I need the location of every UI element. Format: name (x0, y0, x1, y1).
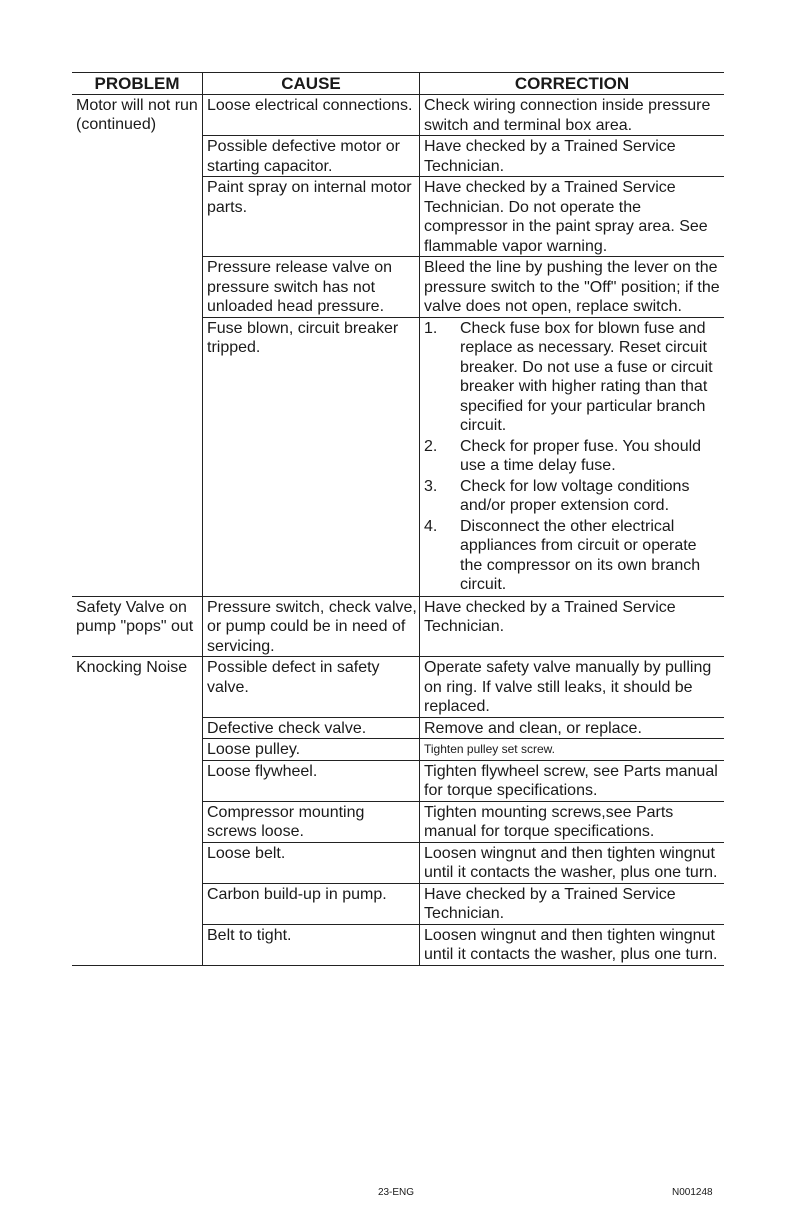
correction-cell: Tighten flywheel screw, see Parts manual for torque specifications. (424, 762, 718, 799)
correction-cell: Tighten pulley set screw. (424, 742, 555, 756)
cause-cell: Belt to tight. (203, 925, 420, 965)
problem-cell: Motor will not run (continued) (72, 95, 203, 596)
correction-cell: Have checked by a Trained Service Technician. (424, 598, 676, 635)
problem-group-motor (72, 95, 724, 597)
table-header (72, 73, 724, 95)
cause-cell: Possible defective motor or starting capacitor. (203, 136, 420, 176)
table-row (203, 761, 724, 802)
cause-cell: Paint spray on internal motor parts. (203, 177, 420, 256)
document-code: N001248 (672, 1187, 713, 1198)
problem-group-knocking-noise (72, 657, 724, 965)
correction-steps-cell (420, 318, 724, 596)
cause-cell: Loose pulley. (203, 739, 420, 760)
correction-cell: Operate safety valve manually by pulling on ring. If valve still leaks, it should be replaced. (424, 659, 712, 715)
table-row (203, 257, 724, 318)
table-row (203, 843, 724, 884)
correction-cell: Have checked by a Trained Service Technician. Do not operate the compressor in the paint spray area. See flammable vapor warning. (424, 179, 708, 255)
step-text: Check fuse box for blown fuse and replace as necessary. Reset circuit breaker. Do not use a fuse or circuit breaker with higher rating than that specified for your particular branch circuit. (460, 319, 713, 434)
correction-cell: Have checked by a Trained Service Technician. (424, 885, 676, 922)
step-number: 4. (424, 517, 438, 535)
table-row (203, 136, 724, 177)
cause-cell: Defective check valve. (203, 718, 420, 739)
correction-cell: Tighten mounting screws,see Parts manual for torque specifications. (424, 803, 674, 840)
table-row (203, 597, 724, 657)
troubleshooting-table (72, 72, 724, 966)
step-number: 3. (424, 477, 438, 495)
header-cause: CAUSE (203, 73, 420, 94)
correction-steps-list (424, 319, 722, 595)
table-row (203, 925, 724, 965)
step-item (424, 517, 722, 595)
problem-cell: Knocking Noise (72, 657, 203, 965)
table-row (203, 318, 724, 596)
correction-cell: Bleed the line by pushing the lever on the pressure switch to the "Off" position; if the valve does not open, replace switch. (424, 259, 720, 315)
correction-cell: Remove and clean, or replace. (424, 719, 642, 737)
table-row (203, 718, 724, 740)
step-item (424, 477, 722, 516)
cause-cell: Fuse blown, circuit breaker tripped. (203, 318, 420, 596)
cause-cell: Pressure release valve on pressure switch has not unloaded head pressure. (203, 257, 420, 317)
step-number: 2. (424, 437, 438, 455)
table-row (203, 739, 724, 761)
step-item (424, 319, 722, 436)
page-number: 23-ENG (377, 1187, 415, 1198)
correction-cell: Have checked by a Trained Service Technician. (424, 138, 676, 175)
table-row (203, 95, 724, 136)
cause-cell: Compressor mounting screws loose. (203, 802, 420, 842)
header-problem: PROBLEM (72, 73, 203, 94)
table-row (203, 657, 724, 718)
cause-cell: Loose flywheel. (203, 761, 420, 801)
table-row (203, 177, 724, 257)
step-text: Check for proper fuse. You should use a time delay fuse. (460, 437, 702, 474)
table-row (203, 802, 724, 843)
cause-cell: Carbon build-up in pump. (203, 884, 420, 924)
correction-cell: Check wiring connection inside pressure switch and terminal box area. (424, 97, 711, 134)
correction-cell: Loosen wingnut and then tighten wingnut until it contacts the washer, plus one turn. (424, 926, 718, 963)
cause-cell: Loose electrical connections. (203, 95, 420, 135)
problem-cell: Safety Valve on pump "pops" out (72, 597, 203, 657)
step-number: 1. (424, 319, 438, 337)
cause-cell: Loose belt. (203, 843, 420, 883)
cause-cell: Possible defect in safety valve. (203, 657, 420, 717)
step-text: Check for low voltage conditions and/or proper extension cord. (460, 477, 690, 514)
correction-cell: Loosen wingnut and then tighten wingnut until it contacts the washer, plus one turn. (424, 844, 718, 881)
step-text: Disconnect the other electrical appliances from circuit or operate the compressor on its own branch circuit. (460, 517, 701, 593)
step-item (424, 437, 722, 476)
cause-cell: Pressure switch, check valve, or pump could be in need of servicing. (203, 597, 420, 657)
table-row (203, 884, 724, 925)
header-correction: CORRECTION (514, 74, 630, 93)
problem-group-safety-valve (72, 597, 724, 658)
